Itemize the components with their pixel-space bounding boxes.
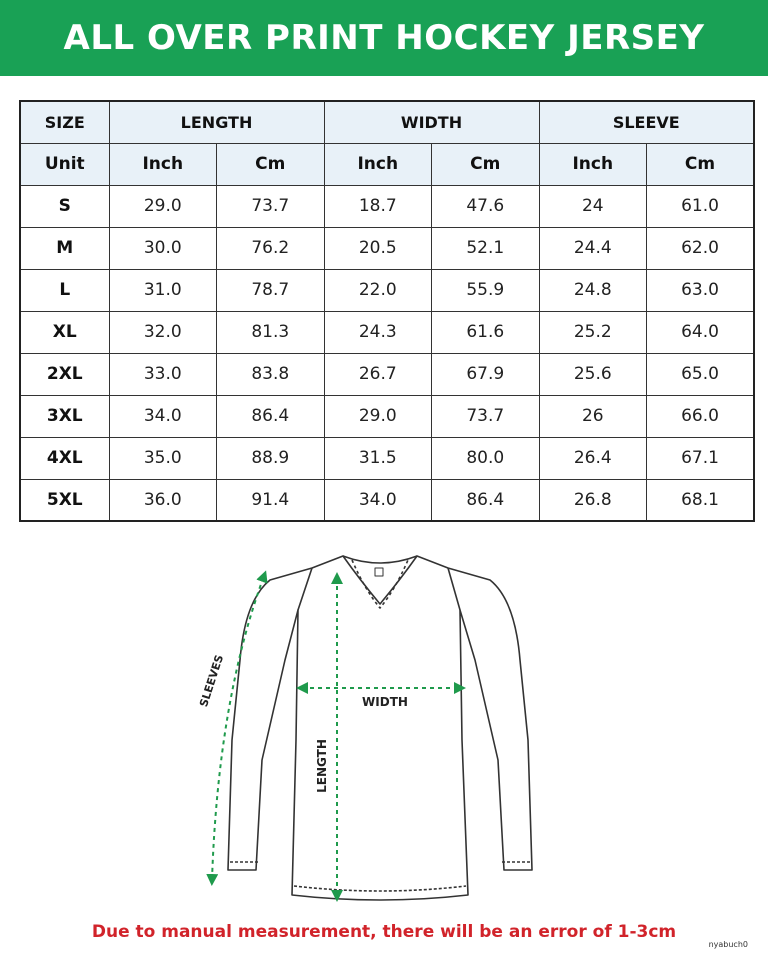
value-cell: 34.0 [109, 395, 217, 437]
unit-cell: Inch [539, 143, 647, 185]
header-size: SIZE [20, 101, 109, 143]
value-cell: 68.1 [647, 479, 755, 521]
value-cell: 30.0 [109, 227, 217, 269]
unit-cell: Cm [432, 143, 540, 185]
value-cell: 73.7 [217, 185, 325, 227]
table-row [20, 395, 754, 437]
jersey-diagram [190, 540, 550, 910]
value-cell: 81.3 [217, 311, 325, 353]
header-row [20, 101, 754, 143]
table-row [20, 227, 754, 269]
sleeves-label: SLEEVES [197, 653, 227, 709]
table-row [20, 353, 754, 395]
value-cell: 52.1 [432, 227, 540, 269]
unit-cell: Cm [217, 143, 325, 185]
value-cell: 26.7 [324, 353, 432, 395]
size-cell: M [20, 227, 109, 269]
width-label: WIDTH [362, 695, 408, 709]
value-cell: 26.8 [539, 479, 647, 521]
value-cell: 55.9 [432, 269, 540, 311]
size-cell: 5XL [20, 479, 109, 521]
value-cell: 24.4 [539, 227, 647, 269]
size-cell: S [20, 185, 109, 227]
value-cell: 80.0 [432, 437, 540, 479]
value-cell: 32.0 [109, 311, 217, 353]
value-cell: 25.6 [539, 353, 647, 395]
value-cell: 20.5 [324, 227, 432, 269]
value-cell: 36.0 [109, 479, 217, 521]
header-sleeve: SLEEVE [539, 101, 754, 143]
table-row [20, 185, 754, 227]
table-row [20, 311, 754, 353]
value-cell: 86.4 [217, 395, 325, 437]
size-cell: 3XL [20, 395, 109, 437]
value-cell: 64.0 [647, 311, 755, 353]
table-row [20, 269, 754, 311]
value-cell: 91.4 [217, 479, 325, 521]
value-cell: 76.2 [217, 227, 325, 269]
value-cell: 26.4 [539, 437, 647, 479]
value-cell: 86.4 [432, 479, 540, 521]
value-cell: 34.0 [324, 479, 432, 521]
value-cell: 35.0 [109, 437, 217, 479]
header-width: WIDTH [324, 101, 539, 143]
value-cell: 18.7 [324, 185, 432, 227]
unit-label: Unit [20, 143, 109, 185]
table-row [20, 437, 754, 479]
value-cell: 63.0 [647, 269, 755, 311]
value-cell: 73.7 [432, 395, 540, 437]
value-cell: 24.3 [324, 311, 432, 353]
value-cell: 26 [539, 395, 647, 437]
measurement-note: Due to manual measurement, there will be an error of 1-3cm [91, 922, 677, 942]
unit-cell: Inch [109, 143, 217, 185]
value-cell: 88.9 [217, 437, 325, 479]
value-cell: 61.0 [647, 185, 755, 227]
value-cell: 25.2 [539, 311, 647, 353]
page-title: ALL OVER PRINT HOCKEY JERSEY [63, 18, 705, 58]
value-cell: 47.6 [432, 185, 540, 227]
value-cell: 67.1 [647, 437, 755, 479]
unit-row [20, 143, 754, 185]
value-cell: 22.0 [324, 269, 432, 311]
value-cell: 67.9 [432, 353, 540, 395]
value-cell: 65.0 [647, 353, 755, 395]
size-cell: 4XL [20, 437, 109, 479]
value-cell: 29.0 [324, 395, 432, 437]
title-banner [0, 0, 768, 76]
size-cell: L [20, 269, 109, 311]
unit-cell: Cm [647, 143, 755, 185]
credit-text: nyabuch0 [708, 940, 748, 949]
value-cell: 31.5 [324, 437, 432, 479]
table-body [20, 185, 754, 521]
value-cell: 31.0 [109, 269, 217, 311]
value-cell: 83.8 [217, 353, 325, 395]
value-cell: 61.6 [432, 311, 540, 353]
value-cell: 62.0 [647, 227, 755, 269]
value-cell: 66.0 [647, 395, 755, 437]
unit-cell: Inch [324, 143, 432, 185]
value-cell: 24 [539, 185, 647, 227]
size-cell: XL [20, 311, 109, 353]
value-cell: 24.8 [539, 269, 647, 311]
jersey-outline [228, 556, 532, 900]
table-row [20, 479, 754, 521]
header-length: LENGTH [109, 101, 324, 143]
value-cell: 29.0 [109, 185, 217, 227]
value-cell: 33.0 [109, 353, 217, 395]
length-label: LENGTH [315, 739, 329, 793]
size-cell: 2XL [20, 353, 109, 395]
value-cell: 78.7 [217, 269, 325, 311]
size-chart-table [19, 100, 755, 522]
